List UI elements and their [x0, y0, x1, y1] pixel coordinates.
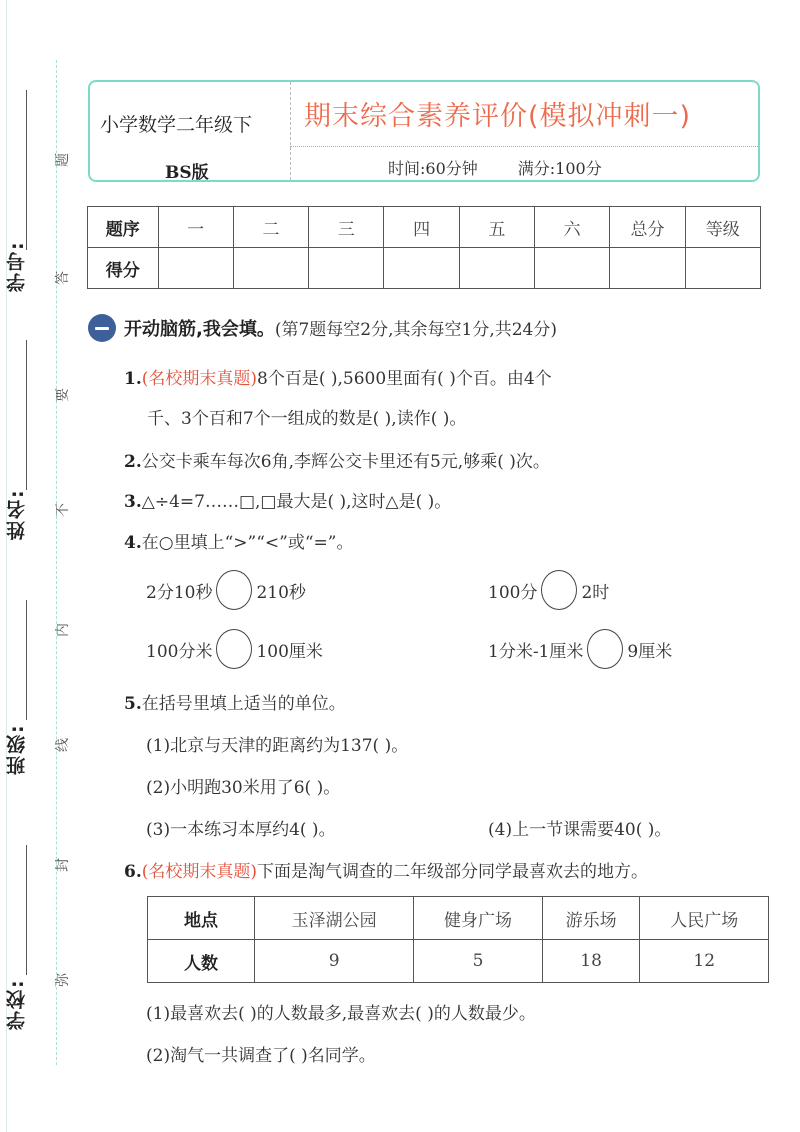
row-label: 人数 — [148, 940, 255, 983]
binding-char: 弥 — [55, 973, 71, 987]
question-number: 2. — [124, 452, 142, 472]
comparison-left: 1分米-1厘米 — [488, 641, 584, 662]
section-title — [124, 315, 557, 341]
place-cell: 人民广场 — [640, 897, 769, 940]
score-cell[interactable] — [610, 248, 685, 289]
score-cell[interactable] — [384, 248, 459, 289]
question-text[interactable]: 公交卡乘车每次6角,李辉公交卡里还有5元,够乘( )次。 — [141, 452, 550, 472]
score-cell[interactable] — [459, 248, 534, 289]
score-col: 三 — [309, 207, 384, 248]
score-col: 六 — [535, 207, 610, 248]
answer-circle[interactable] — [216, 570, 252, 610]
sub-question[interactable]: (1)最喜欢去( )的人数最多,最喜欢去( )的人数最少。 — [146, 1004, 536, 1024]
score-table — [87, 206, 761, 289]
question-5 — [124, 689, 346, 714]
exam-time: 时间:60分钟 — [388, 159, 478, 178]
question-text[interactable]: △÷4=7……□,□最大是( ),这时△是( )。 — [141, 492, 452, 512]
exam-full-score: 满分:100分 — [517, 159, 602, 178]
question-text[interactable]: 8个百是( ),5600里面有( )个百。由4个 — [257, 369, 552, 389]
question-tag: (名校期末真题) — [141, 369, 258, 389]
count-cell: 9 — [255, 940, 414, 983]
question-text: 在○里填上“>”“<”或“=”。 — [141, 533, 354, 553]
score-cell[interactable] — [535, 248, 610, 289]
edition-label: BS版 — [165, 163, 209, 183]
question-3 — [124, 487, 451, 512]
score-cell[interactable] — [685, 248, 760, 289]
comparison-item — [146, 629, 323, 669]
comparison-left: 100分 — [488, 582, 538, 603]
survey-table — [147, 896, 769, 983]
question-1-line2[interactable]: 千、3个百和7个一组成的数是( ),读作( )。 — [147, 409, 467, 429]
section-heading: 开动脑筋,我会填。 — [124, 319, 275, 340]
name-line[interactable] — [26, 340, 27, 490]
score-col: 四 — [384, 207, 459, 248]
answer-circle[interactable] — [587, 629, 623, 669]
sub-question[interactable]: (2)小明跑30米用了6( )。 — [146, 778, 341, 798]
section-note: (第7题每空2分,其余每空1分,共24分) — [274, 320, 557, 340]
school-line[interactable] — [26, 845, 27, 975]
exam-header — [88, 80, 760, 182]
sub-question[interactable]: (4)上一节课需要40( )。 — [488, 820, 672, 840]
table-row — [88, 207, 761, 248]
comparison-right: 100厘米 — [256, 641, 323, 662]
table-row — [88, 248, 761, 289]
binding-char: 题 — [55, 153, 71, 167]
question-number: 3. — [124, 492, 142, 512]
binding-char: 答 — [55, 271, 71, 285]
comparison-left: 100分米 — [146, 641, 213, 662]
binding-char: 封 — [55, 858, 71, 872]
answer-circle[interactable] — [541, 570, 577, 610]
binding-dashed-line — [56, 60, 57, 1065]
count-cell: 18 — [542, 940, 640, 983]
binding-char: 要 — [55, 388, 71, 402]
question-2 — [124, 447, 550, 472]
question-4 — [124, 528, 353, 553]
question-number: 4. — [124, 533, 142, 553]
subject-label: 小学数学二年级下 — [100, 114, 253, 136]
row-label: 地点 — [148, 897, 255, 940]
comparison-right: 2时 — [581, 582, 610, 603]
question-6 — [124, 857, 648, 882]
place-cell: 游乐场 — [542, 897, 640, 940]
table-row — [148, 897, 769, 940]
binding-char: 不 — [55, 503, 71, 517]
score-row-label: 得分 — [88, 248, 159, 289]
score-col: 五 — [459, 207, 534, 248]
class-label: 班级: — [6, 723, 28, 775]
score-table-header: 题序 — [88, 207, 159, 248]
table-row — [148, 940, 769, 983]
comparison-right: 9厘米 — [627, 641, 673, 662]
question-text: 下面是淘气调查的二年级部分同学最喜欢去的地方。 — [257, 862, 649, 882]
score-col: 总分 — [610, 207, 685, 248]
count-cell: 5 — [414, 940, 543, 983]
section-number-badge — [88, 314, 116, 342]
exam-meta — [388, 156, 602, 179]
question-number: 5. — [124, 694, 142, 714]
score-col: 二 — [233, 207, 308, 248]
binding-char: 内 — [55, 623, 71, 637]
answer-circle[interactable] — [216, 629, 252, 669]
place-cell: 玉泽湖公园 — [255, 897, 414, 940]
header-divider — [290, 146, 758, 147]
question-number: 6. — [124, 862, 142, 882]
question-tag: (名校期末真题) — [141, 862, 258, 882]
score-cell[interactable] — [158, 248, 233, 289]
score-col: 一 — [158, 207, 233, 248]
name-label: 姓名: — [6, 488, 28, 540]
sub-question[interactable]: (1)北京与天津的距离约为137( )。 — [146, 736, 409, 756]
sub-question[interactable]: (3)一本练习本厚约4( )。 — [146, 820, 336, 840]
student-id-label: 学号: — [6, 240, 28, 292]
question-number: 1. — [124, 369, 142, 389]
place-cell: 健身广场 — [414, 897, 543, 940]
school-label: 学校: — [6, 978, 28, 1030]
comparison-left: 2分10秒 — [146, 582, 213, 603]
sub-question[interactable]: (2)淘气一共调查了( )名同学。 — [146, 1046, 376, 1066]
comparison-right: 210秒 — [256, 582, 306, 603]
header-left-panel — [90, 82, 291, 183]
binding-char: 线 — [55, 738, 71, 752]
comparison-item — [488, 629, 672, 669]
class-line[interactable] — [26, 600, 27, 720]
score-col: 等级 — [685, 207, 760, 248]
score-cell[interactable] — [309, 248, 384, 289]
exam-title: 期末综合素养评价(模拟冲刺一) — [304, 101, 692, 132]
score-cell[interactable] — [233, 248, 308, 289]
comparison-item — [146, 570, 306, 610]
question-text: 在括号里填上适当的单位。 — [141, 694, 346, 714]
question-1 — [124, 364, 552, 389]
count-cell: 12 — [640, 940, 769, 983]
comparison-item — [488, 570, 609, 610]
